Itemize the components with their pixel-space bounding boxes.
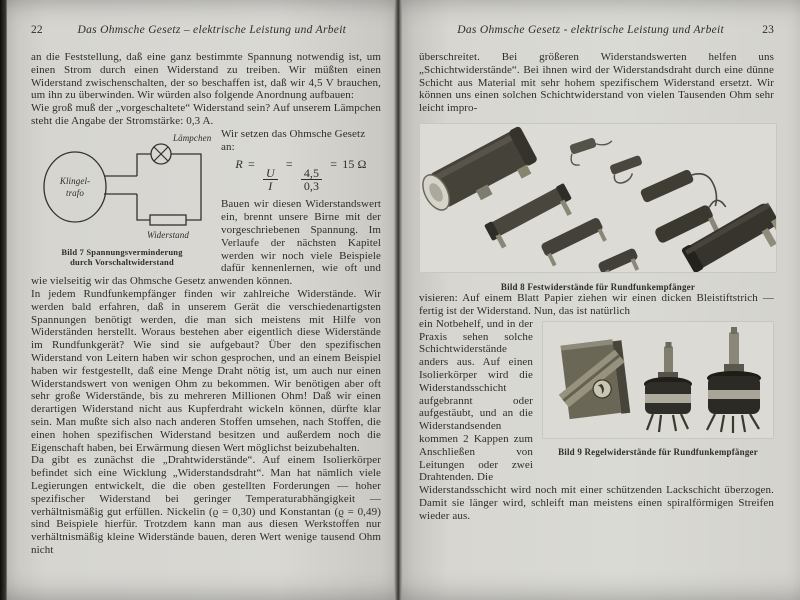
running-title-left: Das Ohmsche Gesetz – elektrische Leistung und Arbeit <box>77 24 347 36</box>
figure-bild9 <box>542 321 774 457</box>
paragraph: Da gibt es zunächst die „Drahtwiderstände“. Auf einem Isolierkörper befindet sich eine Wicklung „Widerstandsdraht“. Man hat nämlich viele Legierungen entwickelt, die die oben gestellten Forderungen — hoher spezifischer Widerstand bei geringer Temperaturabhängigkeit — verhältnismäßig gut erfüllen. Nickelin (ϱ = 0,30) und Konstantan (ϱ = 0,49) sind Beispiele hierfür. Trotzdem kann man aus diesen Werkstoffen nur verhältnismäßig kleine Widerstände bauen, deren Wert wenige tausend Ohm nicht <box>31 454 381 556</box>
figure-bild8 <box>419 123 777 292</box>
fixed-resistors-photo <box>419 123 777 273</box>
figure-and-formula-block <box>31 128 381 288</box>
ohms-law-formula: R = $\frac{U}{I}$ = $\frac{4,5}{0,3}$ = 15 Ω <box>235 157 367 194</box>
running-title-right: Das Ohmsche Gesetz - elektrische Leistung und Arbeit <box>457 24 725 36</box>
page-number-left: 22 <box>31 24 43 36</box>
formula-result: 15 Ω <box>342 157 367 172</box>
figure7-caption <box>31 247 213 268</box>
paragraph: Bauen wir diesen Widerstandswert ein, brennt unsere Birne mit der vorgeschriebenen Spannung. Im Verlaufe der nächsten Kapitel werden wir noch viele Beispiele dafür kennenlernen, wie oft und wie vielseitig wir das Ohmsche Gesetz anwenden können. <box>31 198 381 288</box>
circuit-loop <box>137 154 201 220</box>
paragraph: ein Notbehelf, und in der Praxis sehen solche Schichtwiderstände anders aus. Auf einen Isolierkörper wird die Widerstandsschicht aufgebrannt oder aufgestäubt, und an die Widerstandsenden kommen 2 Kappen zum Anschließen von Leitungen oder zwei Drahtenden. Die <box>419 317 533 484</box>
page-22 <box>7 0 394 600</box>
resistor-label: Widerstand <box>146 229 190 240</box>
figure-bild7 <box>31 132 213 268</box>
paragraph: Widerstandsschicht wird noch mit einer schützenden Lackschicht überzogen. Damit sie länger wird, schleift man meistens einen spiralförmigen Streifen wieder aus. <box>419 484 774 522</box>
paragraph: überschreitet. Bei größeren Widerstandswerten helfen uns „Schichtwiderstände“. Bei ihnen wird der Widerstandsdraht durch eine dünne Schicht aus Material mit sehr hohem spezifischem Widerstand ersetzt. Wir können uns einen solchen Schichtwiderstand von vielen Tausenden Ohm sehr leicht impro- <box>419 51 774 115</box>
paragraph: an die Feststellung, daß eine ganz bestimmte Spannung notwendig ist, um einen Strom durch einen Widerstand zu treiben. Wir müßten einen Widerstand zwischenschalten, der so beschaffen ist, daß wir 4,5 V brauchen, um ihn zu überwinden. Wir würden also folgende Anordnung aufbauen: <box>31 51 381 102</box>
transformer-circle <box>44 152 106 222</box>
transformer-label-line1: Klingel- <box>59 175 91 186</box>
page-header-right <box>419 24 774 37</box>
transformer-label-line2: trafo <box>65 187 85 198</box>
lamp-label: Lämpchen <box>173 132 211 143</box>
book-gutter <box>394 0 402 600</box>
resistor-symbol <box>150 215 186 225</box>
formula-fraction-symbols: $\frac{U}{I}$ <box>263 167 278 192</box>
variable-resistors-photo <box>542 321 774 439</box>
figure7-caption-line1: Bild 7 Spannungsverminderung <box>61 246 183 257</box>
paragraph: In jedem Rundfunkempfänger finden wir zahlreiche Widerstände. Wir werden bald erfahren, daß in unserem Gerät die verschiedenartigsten Spannungen benötigt werden, die man sich meistens mit Hilfe von Widerständen herstellt. Woraus bestehen aber eigentlich diese Widerstände im Rundfunkgerät? Wie sind sie aufgebaut? Über den spezifischen Widerstand von Leitern haben wir schon gesprochen, und an einem Beispiel haben wir festgestellt, daß eine Menge Draht nötig ist, um auch nur einen Widerstandswert von wenigen Ohm zu bekommen. Wir benötigen aber oft sehr große Widerstände, bis zu mehreren Millionen Ohm! Daß wir einen derartigen Widerstand nicht aus Kupferdraht wickeln können, dürfte klar sein. Man mußte sich also nach anderen Stoffen umsehen, nach Stoffen, die einen hohen spezifischen Widerstand besitzen und außerdem noch die Eigenschaft haben, bei Erwärmung diesen Wert möglichst beizubehalten. <box>31 287 381 454</box>
lamp-symbol <box>151 144 171 164</box>
figure8-caption: Bild 8 Festwiderstände für Rundfunkempfänger <box>500 281 696 292</box>
circuit-diagram <box>33 132 211 244</box>
formula-fraction-values: $\frac{4,5}{0,3}$ <box>301 167 322 192</box>
figure9-wrap-block <box>419 318 774 484</box>
formula-intro: Wir setzen das Ohmsche Gesetz an: <box>221 127 366 153</box>
page-header-left <box>31 24 381 37</box>
paragraph: visieren: Auf einem Blatt Papier ziehen wir einen dicken Bleistiftstrich — fertig ist der Widerstand. Nun, das ist natürlich <box>419 292 774 318</box>
scan-edge-shadow <box>0 0 7 600</box>
formula-lhs: R <box>235 157 243 172</box>
figure9-caption: Bild 9 Regelwiderstände für Rundfunkempfänger <box>558 446 758 457</box>
page-number-right: 23 <box>762 24 774 36</box>
figure7-caption-line2: durch Vorschaltwiderstand <box>70 257 174 268</box>
paragraph: Wie groß muß der „vorgeschaltete“ Widerstand sein? Auf unserem Lämpchen steht die Angabe der Stromstärke: 0,3 A. <box>31 102 381 127</box>
page-23 <box>402 0 800 600</box>
